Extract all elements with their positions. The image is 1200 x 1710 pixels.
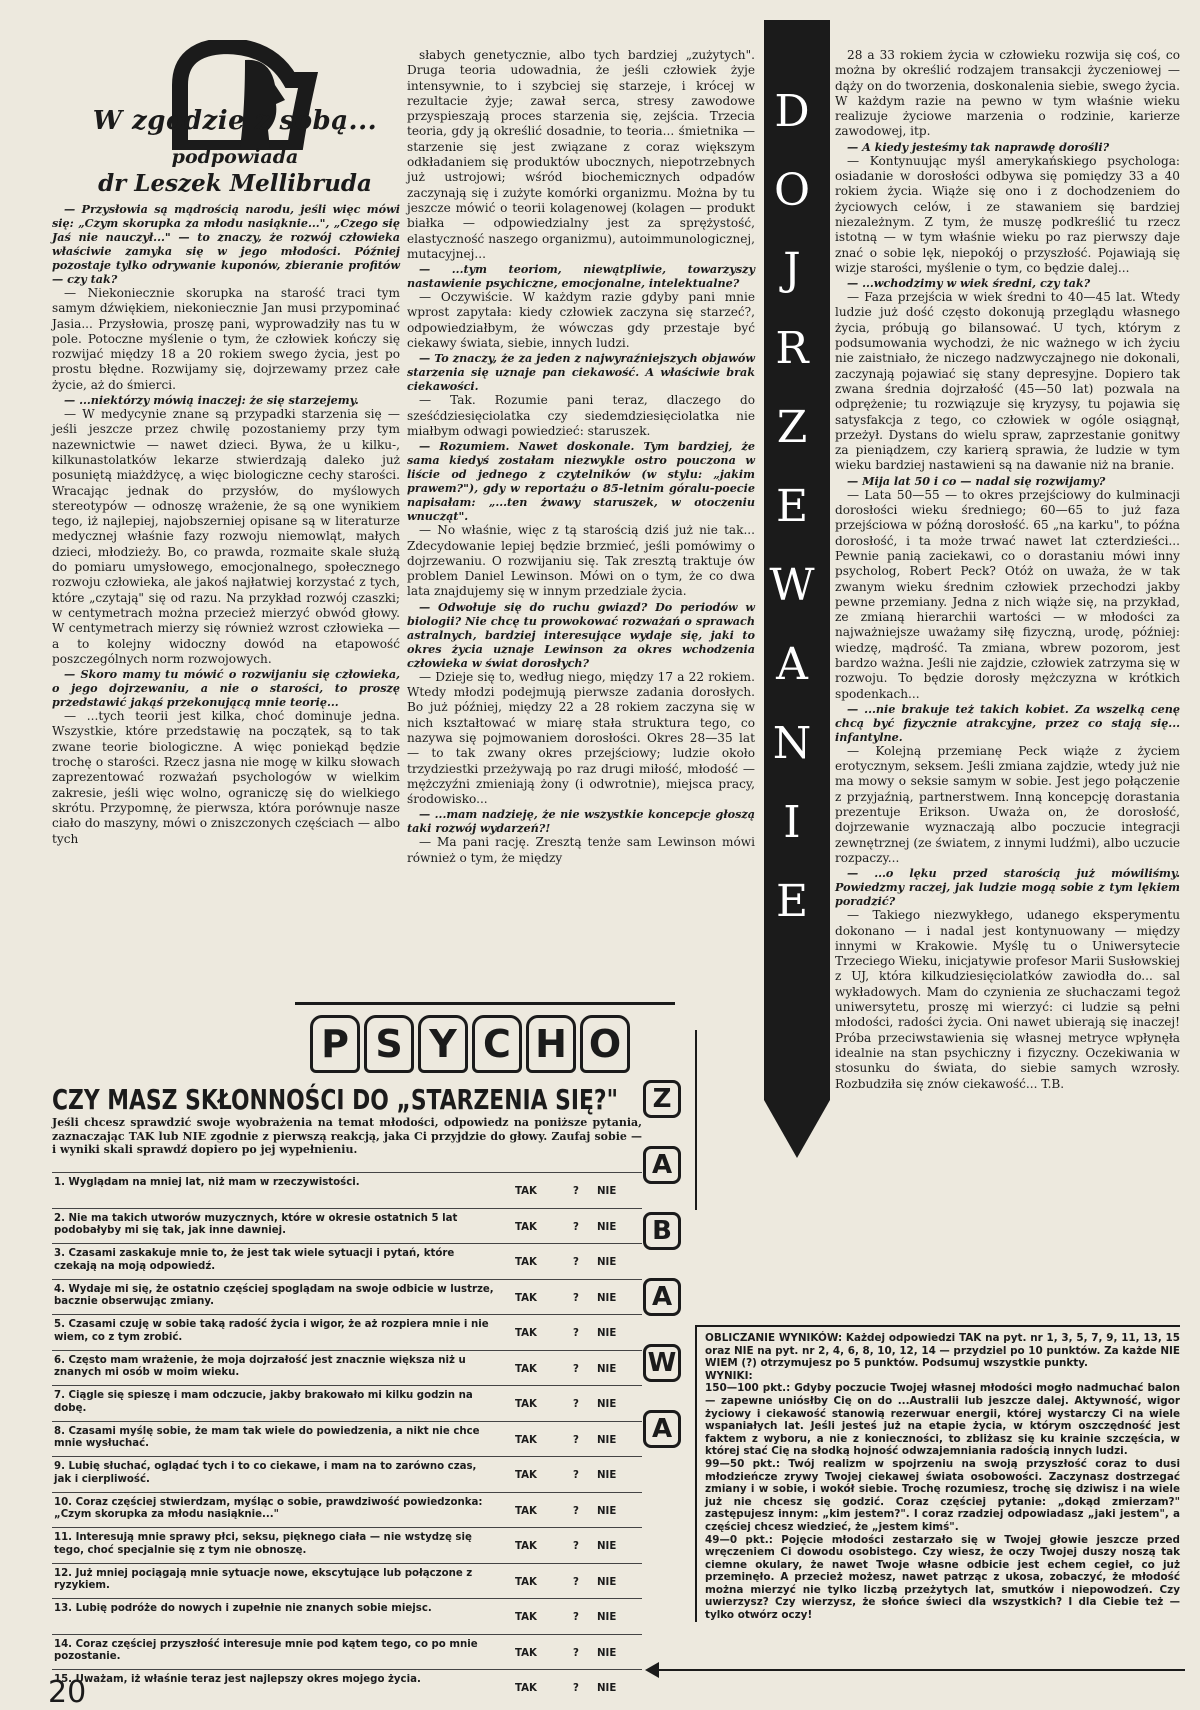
banner-letters <box>762 72 822 941</box>
quiz-question-text: 15. Uważam, iż właśnie teraz jest najlepszy okres mojego życia. <box>54 1674 421 1685</box>
zabawa-letter: A <box>643 1410 681 1448</box>
quiz-question-row <box>52 1456 642 1492</box>
answer-unsure-option[interactable]: ? <box>573 1363 579 1375</box>
answer-no-option[interactable]: NIE <box>597 1505 617 1517</box>
quiz-table <box>52 1172 642 1705</box>
quiz-title: CZY MASZ SKŁONNOŚCI DO „STARZENIA SIĘ?" <box>52 1083 618 1116</box>
psycho-letter: O <box>580 1015 630 1073</box>
interview-answer: — Kolejną przemianę Peck wiąże z życiem erotycznym, seksem. Jeśli zmiana zajdzie, wtedy już nie ma mowy o seksie samym w sobie. Jest jego połączenie z przyjaźnią, partnerstwem. Inną koncepcję dorastania prezentuje Erikson. Uważa on, że dorosłość, dojrzewanie wyznaczają albo poczucie integracji zewnętrznej (ze światem, z innymi ludźmi), albo uczucie rozpaczy... <box>835 743 1180 865</box>
header-subtitle: podpowiada <box>171 146 299 168</box>
quiz-question-row <box>52 1634 642 1670</box>
quiz-question-row <box>52 1421 642 1457</box>
interview-question: — ...tym teoriom, niewątpliwie, towarzyszy nastawienie psychiczne, emocjonalne, intelektualne? <box>407 262 755 291</box>
psycho-letter: C <box>472 1015 522 1073</box>
quiz-question-text: 13. Lubię podróże do nowych i zupełnie nie znanych sobie miejsc. <box>54 1603 432 1614</box>
banner-letter: D <box>774 86 810 137</box>
answer-yes-option[interactable]: TAK <box>515 1505 537 1517</box>
answer-yes-option[interactable]: TAK <box>515 1576 537 1588</box>
quiz-answer-options <box>515 1470 640 1483</box>
answer-no-option[interactable]: NIE <box>597 1683 617 1694</box>
answer-unsure-option[interactable]: ? <box>573 1186 579 1197</box>
interview-question: — Przysłowia są mądrością narodu, jeśli więc mówi się: „Czym skorupka za młodu nasiąknie...", „Czego się Jaś nie nauczył..." — to znaczy, że rozwój człowieka właściwie zamyka się w jego młodości. Później pozostaje tylko odrywanie kuponów, zbieranie profitów — czy tak? <box>52 202 400 286</box>
answer-no-option[interactable]: NIE <box>597 1434 617 1446</box>
quiz-question-row <box>52 1385 642 1421</box>
answer-no-option[interactable]: NIE <box>597 1576 617 1588</box>
results-heading: WYNIKI: <box>705 1369 753 1382</box>
quiz-answer-options <box>515 1257 640 1270</box>
answer-yes-option[interactable]: TAK <box>515 1399 537 1410</box>
quiz-question-row <box>52 1527 642 1563</box>
answer-no-option[interactable]: NIE <box>597 1399 617 1410</box>
quiz-answer-options <box>515 1186 640 1199</box>
quiz-question-text: 1. Wyglądam na mniej lat, niż mam w rzeczywistości. <box>54 1177 360 1188</box>
quiz-question-row <box>52 1598 642 1634</box>
answer-yes-option[interactable]: TAK <box>515 1541 537 1552</box>
quiz-question-text: 14. Coraz częściej przyszłość interesuje mnie pod kątem tego, co po mnie pozostanie. <box>54 1638 478 1662</box>
psycho-letter: Y <box>418 1015 468 1073</box>
section-divider <box>295 1002 675 1005</box>
answer-no-option[interactable]: NIE <box>597 1647 617 1659</box>
interview-answer: — Oczywiście. W każdym razie gdyby pani mnie wprost zapytała: kiedy człowiek zaczyna się starzeć?, odpowiedziałbym, że wówczas gdy przestaje być ciekawy świata, siebie, innych ludzi. <box>407 290 755 351</box>
quiz-intro: Jeśli chcesz sprawdzić swoje wyobrażenia na temat młodości, odpowiedz na poniższe pytania, zaznaczając TAK lub NIE zgodnie z pierwszą reakcją, jaka Ci przyjdzie do głowy. Zaufaj sobie — i wyniki skali sprawdź dopiero po jej wypełnieniu. <box>52 1116 642 1156</box>
answer-yes-option[interactable]: TAK <box>515 1328 537 1339</box>
interview-question: — ...o lęku przed starością już mówiliśmy. Powiedzmy raczej, jak ludzie mogą sobie z tym lękiem poradzić? <box>835 866 1180 909</box>
banner-letter: E <box>775 481 809 532</box>
answer-unsure-option[interactable]: ? <box>573 1257 579 1268</box>
quiz-question-row <box>52 1172 642 1208</box>
interview-answer: — Faza przejścia w wiek średni to 40—45 lat. Wtedy ludzie już dość często dokonują przeglądu własnego życia, próbują go bilansować. U tych, którym z podsumowania wychodzi, że nic ważnego w ich życiu nie zaistniało, że niczego nadzwyczajnego nie dokonali, zaczynają pojawiać się stany depresyjne. Dopiero tak zwana średnia dojrzałość (45—50 lat) pozwala na odprężenie; tu rozwiązuje się kryzysy, tu pojawia się satysfakcja z tego, co człowiek w ogóle osiągnął, przeżył. Dystans do wielu spraw, zaprzestanie gonitwy za pieniądzem, czy karierą sprawia, że ludzie w tym wieku bardziej nastawieni są na dawanie niż na branie. <box>835 290 1180 473</box>
answer-no-option[interactable]: NIE <box>597 1292 617 1304</box>
interview-answer: — No właśnie, więc z tą starością dziś już nie tak... Zdecydowanie lepiej będzie brzmieć, jeśli pomówimy o dojrzewaniu. O rozwijaniu się. Tak zresztą traktuje ów problem Daniel Lewinson. Mówi on o tym, że co dwa lata znajdujemy się w innym przedziale życia. <box>407 523 755 599</box>
interview-answer: — Tak. Rozumie pani teraz, dlaczego do sześćdziesięciolatka czy siedemdziesięciolatka nie miałbym odwagi powiedzieć: staruszek. <box>407 393 755 438</box>
answer-unsure-option[interactable]: ? <box>573 1399 579 1410</box>
interview-question: — To znaczy, że za jeden z najwyraźniejszych objawów starzenia się uznaje pan ciekawość. A właściwie brak ciekawości. <box>407 351 755 394</box>
interview-answer: 28 a 33 rokiem życia w człowieku rozwija się coś, co można by określić rodzajem transakcji życzeniowej — dąży on do tworzenia, doskonalenia siebie, swego życia. W każdym razie na pewno w tym właśnie wieku realizuje życiowe marzenia o rodzinie, karierze zawodowej, itp. <box>835 48 1180 139</box>
banner-letter: Z <box>776 402 808 453</box>
interview-answer: — Ma pani rację. Zresztą tenże sam Lewinson mówi również o tym, że między <box>407 835 755 865</box>
header-title: W zgodzie z sobą... <box>92 106 378 136</box>
quiz-question-text: 4. Wydaje mi się, że ostatnio częściej spoglądam na swoje odbicie w lustrze, bacznie obserwując zmiany. <box>54 1283 494 1307</box>
quiz-question-text: 9. Lubię słuchać, oglądać tych i to co ciekawe, i mam na to zarówno czas, jak i cierpliwość. <box>54 1461 477 1485</box>
quiz-answer-options <box>515 1541 640 1554</box>
quiz-answer-options <box>515 1612 640 1625</box>
answer-unsure-option[interactable]: ? <box>573 1576 579 1588</box>
quiz-answer-options <box>515 1328 640 1341</box>
zabawa-letter: W <box>643 1344 681 1382</box>
quiz-answer-options <box>515 1577 640 1590</box>
banner-letter: N <box>772 718 812 769</box>
quiz-question-row <box>52 1314 642 1350</box>
answer-unsure-option[interactable]: ? <box>573 1292 579 1304</box>
quiz-question-row <box>52 1243 642 1279</box>
results-range-2: 99—50 pkt.: Twój realizm w spojrzeniu na swoją przyszłość coraz to dusi młodzieńcze zrywy Twojej ciekawej świata osobowości. Zaczynasz dostrzegać zmiany i w sobie, i wokół siebie. Trochę rozumiesz, trochę się dziwisz i na wiele już nie chcesz się godzić. Coraz częściej pytanie: „dokąd zmierzam?" zastępujesz innym: „kim jestem?". I coraz rzadziej odpowiadasz „jaki jestem", a częściej chcesz wiedzieć, że „jestem kimś". <box>705 1457 1180 1533</box>
quiz-vertical-rule <box>695 1030 697 1210</box>
answer-no-option[interactable]: NIE <box>597 1257 617 1268</box>
psycho-letter: P <box>310 1015 360 1073</box>
quiz-answer-options <box>515 1399 640 1412</box>
quiz-answer-options <box>515 1648 640 1661</box>
answer-unsure-option[interactable]: ? <box>573 1612 579 1623</box>
quiz-question-text: 2. Nie ma takich utworów muzycznych, które w okresie ostatnich 5 lat podobałyby mi się tak, jak inne dawniej. <box>54 1212 458 1236</box>
quiz-answer-options <box>515 1364 640 1377</box>
dojrzewanie-banner <box>762 20 832 1160</box>
answer-no-option[interactable]: NIE <box>597 1186 617 1197</box>
psycho-letter: H <box>526 1015 576 1073</box>
answer-yes-option[interactable]: TAK <box>515 1612 537 1623</box>
quiz-answer-options <box>515 1435 640 1448</box>
article-column-2 <box>407 48 755 866</box>
banner-letter: A <box>776 639 808 690</box>
answer-yes-option[interactable]: TAK <box>515 1257 537 1268</box>
article-header <box>65 40 405 200</box>
quiz-question-text: 7. Ciągle się spieszę i mam odczucie, jakby brakowało mi kilku godzin na dobę. <box>54 1390 473 1414</box>
zabawa-letter: B <box>643 1212 681 1250</box>
interview-answer: — ...tych teorii jest kilka, choć dominuje jedna. Wszystkie, które przedstawię na początek, są to tak zwane teorie biologiczne. A więc poniekąd będzie trochę o starości. Rzecz jasna nie mogę w kilku słowach zaprezentować rozważań psychologów w wielkim zakresie, jeśli więc wolno, ograniczę się do wielkiego skrótu. Przypomnę, że pierwsza, która porównuje nasze ciało do maszyny, mówi o zniszczonych częściach — albo tych <box>52 709 400 846</box>
quiz-question-row <box>52 1279 642 1315</box>
answer-no-option[interactable]: NIE <box>597 1541 617 1552</box>
banner-letter: E <box>775 876 809 927</box>
interview-answer: — Takiego niezwykłego, udanego eksperymentu dokonano — i nadal jest kontynuowany — między innymi w Krakowie. Myślę tu o Uniwersytecie Trzeciego Wieku, inicjatywie profesor Marii Susłowskiej z UJ, która kilkudziesięciolatków zawiodła do... sal wykładowych. Mam do czynienia ze słuchaczami tegoż uniwersytetu, proszę mi wierzyć: ci ludzie są pełni młodości, radości życia. Oni nawet ubierają się inaczej! Próba przeciwstawienia się własnej metryce wpłynęła idealnie na stan psychiczny i fizyczny. Oczekiwania w stosunku do świata, do siebie samych wzrosły. Rozbudziła się znów ciekawość... T.B. <box>835 908 1180 1091</box>
interview-question: — Odwołuje się do ruchu gwiazd? Do periodów w biologii? Nie chcę tu prowokować rozważań o sprawach astralnych, bardziej interesujące wydaje się, jaki to okres życia uznaje Lewinson za okres wchodzenia człowieka w świat dorosłych? <box>407 599 755 670</box>
psycho-badge <box>310 1015 655 1075</box>
answer-yes-option[interactable]: TAK <box>515 1470 537 1481</box>
banner-letter: W <box>769 560 815 611</box>
answer-yes-option[interactable]: TAK <box>515 1186 537 1197</box>
answer-unsure-option[interactable]: ? <box>573 1328 579 1339</box>
quiz-question-text: 6. Często mam wrażenie, że moja dojrzałość jest znacznie większa niż u znanych mi osób w moim wieku. <box>54 1354 466 1378</box>
answer-unsure-option[interactable]: ? <box>573 1505 579 1517</box>
arrow-left-icon <box>645 1660 1185 1680</box>
psycho-letter: S <box>364 1015 414 1073</box>
answer-no-option[interactable]: NIE <box>597 1470 617 1481</box>
interview-question: — ...niektórzy mówią inaczej: że się starzejemy. <box>64 393 359 408</box>
interview-answer: — Dzieje się to, według niego, między 17 a 22 rokiem. Wtedy młodzi podejmują pierwsze zadania dorosłych. Bo już później, między 22 a 28 rokiem zaczyna się w nich kształtować w miarę stała struktura tego, co nazywa się pojmowaniem dorosłości. Okres 28—35 lat — to tak zwany okres przejściowy; ludzie około trzydziestki przeżywają po raz drugi miłość, młodość — mężczyźni zmieniają żony (i odwrotnie), miejsca pracy, środowisko... <box>407 669 755 807</box>
answer-yes-option[interactable]: TAK <box>515 1434 537 1446</box>
zabawa-letter: A <box>643 1278 681 1316</box>
interview-question: — ...wchodzimy w wiek średni, czy tak? <box>847 276 1091 291</box>
results-range-3: 49—0 pkt.: Pojęcie młodości zestarzało się w Twojej głowie jeszcze przed wręczeniem Ci dowodu osobistego. Czy wiesz, że oczy Twojej duszy noszą tak ciemne okulary, że nawet Twoje własne odbicie jest echem cegieł, co już przeminęło. A przecież możesz, nawet patrząc z ukosa, zobaczyć, że młodość można mierzyć nie tylko liczbą przeżytych lat, smutków i niepowodzeń. Czy uwierzysz? Czy wierzysz, że słońce świeci dla wszystkich? I dla Ciebie też — tylko otwórz oczy! <box>705 1533 1180 1622</box>
quiz-question-row <box>52 1492 642 1528</box>
quiz-answer-options <box>515 1506 640 1519</box>
answer-no-option[interactable]: NIE <box>597 1221 617 1233</box>
interview-answer: — Niekoniecznie skorupka na starość traci tym samym dźwiękiem, niekoniecznie Jan musi przypominać Jasia... Przysłowia, proszę pani, wyprowadziły nas tu w pole. Potoczne myślenie o tym, że człowiek kończy się rozwijać między 18 a 20 rokiem swego życia, jest po prostu błędne. Rozwijamy się, dojrzewamy przez całe życie, aż do śmierci. <box>52 286 400 392</box>
zabawa-letter: Z <box>643 1080 681 1118</box>
results-range-1: 150—100 pkt.: Gdyby poczucie Twojej własnej młodości mogło nadmuchać balon — zapewne uniósłby Cię on do ...Australii lub jeszcze dalej. Aktywność, wigor życiowy i ciekawość stanowią rezerwuar energii, której wystarczy Ci na wiele wspaniałych lat. Jeśli jesteś już na etapie życia, w którym oszczędność jest faktem z wyboru, a nie z konieczności, to zbliżasz się ku krainie szczęścia, w której stać Cię na słodką hojność odwzajemniania radością innych ludzi. <box>705 1382 1180 1458</box>
interview-answer: — W medycynie znane są przypadki starzenia się — jeśli jeszcze przez chwilę pozostaniemy przy tym nazewnictwie — nawet dzieci. Bywa, że u kilku-, kilkunastolatków lekarze stwierdzają daleko już posuniętą miażdżycę, a więc biologiczne cechy starości. Wracając jednak do przysłów, do myślowych stereotypów — odnoszę wrażenie, że są one wynikiem tego, iż najlepiej, najobszerniej opisane są w literaturze medycznej właśnie fazy rozwoju niemowląt, małych dzieci, młodzieży. Bo, co prawda, rozmaite skale służą do pomiaru umysłowego, emocjonalnego, społecznego rozwoju człowieka, ale jakoś najłatwiej korzystać z tych, które „czytają" się od razu. Na przykład rozwój czaszki; w centymetrach można przecież mierzyć obwód głowy. W centymetrach mierzy się również wzrost człowieka — a to kolejny widoczny dowód na etapowość poszczególnych norm rozwojowych. <box>52 407 400 666</box>
quiz-question-row <box>52 1350 642 1386</box>
interview-question: — Rozumiem. Nawet doskonale. Tym bardziej, że sama kiedyś zostałam niezwykle ostro pouczona w liście od jednego z czytelników (w stylu: „jakim prawem?"), gdy w reportażu o 85-letnim góralu-poecie napisałam: „...ten żwawy staruszek, w otoczeniu wnucząt". <box>407 439 755 524</box>
interview-question: — Skoro mamy tu mówić o rozwijaniu się człowieka, o jego dojrzewaniu, a nie o starości, to proszę przedstawić jakąś przekonującą mnie teorię... <box>52 667 400 710</box>
quiz-results <box>695 1325 1180 1622</box>
interview-question: — ...nie brakuje też takich kobiet. Za wszelką cenę chcą być fizycznie atrakcyjne, przez co stają się... infantylne. <box>835 701 1180 744</box>
answer-yes-option[interactable]: TAK <box>515 1683 537 1694</box>
banner-letter: R <box>775 323 809 374</box>
answer-yes-option[interactable]: TAK <box>515 1647 537 1659</box>
quiz-answer-options <box>515 1293 640 1306</box>
zabawa-letter: A <box>643 1146 681 1184</box>
quiz-answer-options <box>515 1683 640 1696</box>
quiz-question-text: 10. Coraz częściej stwierdzam, myśląc o sobie, prawdziwość powiedzonka: „Czym skorupka za młodu nasiąknie..." <box>54 1496 483 1520</box>
answer-unsure-option[interactable]: ? <box>573 1683 579 1694</box>
interview-question: — ...mam nadzieję, że nie wszystkie koncepcje głoszą taki rozwój wydarzeń?! <box>407 807 755 836</box>
answer-no-option[interactable]: NIE <box>597 1363 617 1375</box>
quiz-question-text: 5. Czasami czuję w sobie taką radość życia i wigor, że aż rozpiera mnie i nie wiem, co z tym zrobić. <box>54 1319 489 1343</box>
answer-unsure-option[interactable]: ? <box>573 1470 579 1481</box>
quiz-question-row <box>52 1208 642 1244</box>
answer-unsure-option[interactable]: ? <box>573 1434 579 1446</box>
interview-question: — Mija lat 50 i co — nadal się rozwijamy? <box>847 473 1106 488</box>
page-number: 20 <box>48 1675 87 1710</box>
answer-yes-option[interactable]: TAK <box>515 1292 537 1304</box>
quiz-question-text: 8. Czasami myślę sobie, że mam tak wiele do powiedzenia, a nikt nie chce mnie wysłuchać. <box>54 1425 480 1449</box>
answer-unsure-option[interactable]: ? <box>573 1541 579 1552</box>
header-author: dr Leszek Mellibruda <box>98 170 372 197</box>
quiz-question-text: 11. Interesują mnie sprawy płci, seksu, pięknego ciała — nie wstydzę się tego, choć specjalnie się z tym nie obnoszę. <box>54 1532 472 1556</box>
quiz-question-text: 12. Już mniej pociągają mnie sytuacje nowe, ekscytujące lub połączone z ryzykiem. <box>54 1567 473 1591</box>
banner-letter: O <box>773 165 811 216</box>
article-column-1 <box>52 202 400 847</box>
zabawa-badge <box>643 1080 691 1476</box>
answer-yes-option[interactable]: TAK <box>515 1363 537 1375</box>
interview-answer: — Lata 50—55 — to okres przejściowy do kulminacji dorosłości wieku średniego; 60—65 to już faza przejściowa w późną dorosłość. 65 „na karku", to późna dorosłość, i ta może trwać nawet lat czterdzieści... Pewnie panią zaciekawi, co o dorastaniu mówi inny psycholog, Robert Peck? Otóż on uważa, że w tak zwanym wieku średnim człowiek przechodzi jakby pewne przemiany. Jedna z nich wiąże się, na przykład, ze zmianą hierarchii wartości — w młodości za najważniejsze uważamy siłę fizyczną, urodę, później: wiedzę, mądrość. Ta zmiana, wbrew pozorom, jest bardzo ważna. Jeśli nie zajdzie, człowiek zatrzyma się w rozwoju. To będzie dorosły mężczyzna w krótkich spodenkach... <box>835 487 1180 701</box>
quiz-question-row <box>52 1669 642 1705</box>
quiz-answer-options <box>515 1222 640 1235</box>
answer-no-option[interactable]: NIE <box>597 1612 617 1623</box>
quiz-question-text: 3. Czasami zaskakuje mnie to, że jest tak wiele sytuacji i pytań, które czekają na moją odpowiedź. <box>54 1248 455 1272</box>
quiz-question-row <box>52 1563 642 1599</box>
article-column-3 <box>835 48 1180 1092</box>
interview-answer: słabych genetycznie, albo tych bardziej „zużytych". Druga teoria udowadnia, że jeśli człowiek żyje intensywnie, to i szybciej się starzeje, i krócej w rezultacie żyje; zawał serca, stresy zawodowe przyspieszają proces starzenia się, zejścia. Trzecia teoria, gdy ją określić dosadnie, to teoria... śmietnika — starzenie się jest związane z coraz większym odkładaniem się produktów ubocznych, niepotrzebnych już ustrojowi; wśród biochemicznych odpadów zaczynają się i zużyte komórki organizmu. Można by tu jeszcze mówić o teorii kolagenowej (kolagen — produkt białka — odpowiedzialny jest za sprężystość, elastyczność naszego organizmu), autoimmunologicznej, mutacyjnej... <box>407 48 755 261</box>
interview-question: — A kiedy jesteśmy tak naprawdę dorośli? <box>847 139 1110 154</box>
banner-letter: J <box>783 244 801 295</box>
answer-unsure-option[interactable]: ? <box>573 1221 579 1233</box>
answer-unsure-option[interactable]: ? <box>573 1647 579 1659</box>
answer-yes-option[interactable]: TAK <box>515 1221 537 1233</box>
banner-letter: I <box>783 797 801 848</box>
answer-no-option[interactable]: NIE <box>597 1328 617 1339</box>
interview-answer: — Kontynuując myśl amerykańskiego psychologa: osiadanie w dorosłości odbywa się pomiędzy 33 a 40 rokiem życia. Wiąże się ono i z dochodzeniem do życiowych celów, i ze stawaniem się bardziej niezależnym. Z tym, że muszę podkreślić tu rzecz istotną — w tym właśnie wieku po raz pierwszy daje znać o sobie lęk, niepokój o przyszłość. Pojawiają się wizje starości, myślenie o tym, co będzie dalej... <box>835 153 1180 275</box>
results-scoring: OBLICZANIE WYNIKÓW: Każdej odpowiedzi TAK na pyt. nr 1, 3, 5, 7, 9, 11, 13, 15 oraz NIE na pyt. nr 2, 4, 6, 8, 10, 12, 14 — przydziel po 10 punktów. Za każde NIE WIEM (?) otrzymujesz po 5 punktów. Podsumuj wszystkie punkty. <box>705 1332 1181 1370</box>
